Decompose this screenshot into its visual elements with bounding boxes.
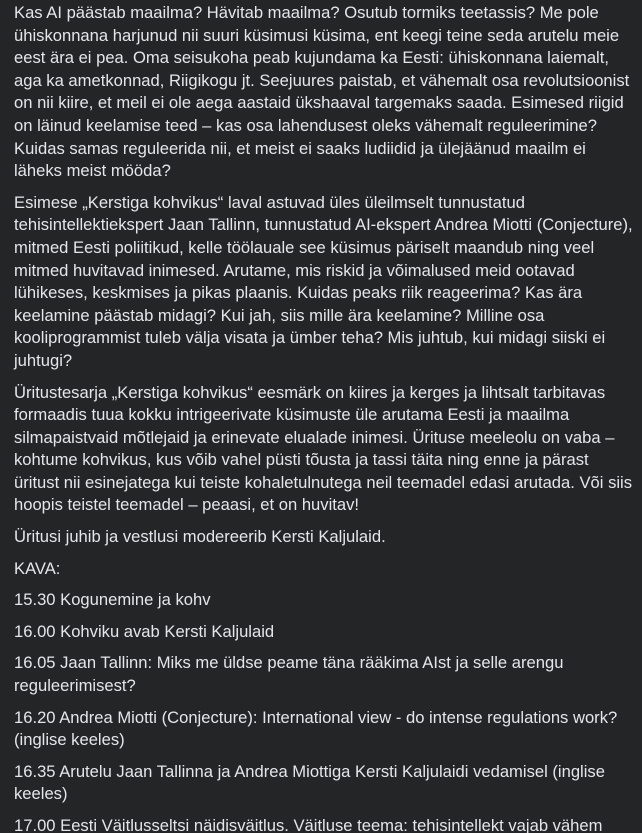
speakers-paragraph: Esimese „Kerstiga kohvikus“ laval astuvad üles üleilmselt tunnustatud tehisintellektiekspert Jaan Tallinn, tunnustatud AI-ekspert Andrea Miotti (Conjecture), mitmed Eesti poliitikud, kelle töölauale see küsimus päriselt maandub ning veel mitmed huvitavad inimesed. Arutame, mis riskid ja võimalused meid ootavad lühikeses, keskmises ja pikas plaanis. Kuidas peaks riik reageerima? Kas ära keelamine päästab midagi? Kui jah, siis mille ära keelamine? Milline osa kooliprogrammist tuleb välja visata ja ümber teha? Mis juhtub, kui midagi siiski ei juhtugi? (14, 192, 633, 370)
agenda-item: 16.00 Kohviku avab Kersti Kaljulaid (14, 621, 275, 641)
agenda-item: 17.00 Eesti Väitlusseltsi näidisväitlus. Väitluse teema: tehisintellekt vajab vähem (14, 816, 603, 833)
series-paragraph: Üritustesarja „Kerstiga kohvikus“ eesmärk on kiires ja kerges ja lihtsalt tarbitavas formaadis tuua kokku intrigeerivate küsimuste üle arutama Eesti ja maailma silmapaistvaid mõtlejaid ja erinevate elualade inimesi. Ürituse meeleolu on vaba – kohtume kohvikus, kus võib vahel püsti tõusta ja tassi täita ning enne ja pärast üritust nii esinejatega kui teiste kohaletulnutega neil teemadel edasi arutada. Või siis hoopis teistel teemadel – peaasi, et on huvitav! (14, 382, 633, 515)
agenda-heading: KAVA: (14, 558, 61, 578)
agenda-item: 16.05 Jaan Tallinn: Miks me üldse peame täna rääkima AIst ja selle arengu reguleerimisest? (14, 653, 564, 696)
agenda-item: 15.30 Kogunemine ja kohv (14, 590, 211, 610)
moderator-paragraph: Üritusi juhib ja vestlusi modereerib Kersti Kaljulaid. (14, 527, 386, 547)
intro-paragraph: Kas AI päästab maailma? Hävitab maailma? Osutub tormiks teetassis? Me pole ühiskonnana harjunud nii suuri küsimusi küsima, ent keegi teine seda arutelu meie eest ära ei pea. Oma seisukoha peab kujundama ka Eesti: ühiskonnana laiemalt, aga ka ametkonnad, Riigikogu jt. Seejuures paistab, et vähemalt osa revolutsioonist on nii kiire, et meil ei ole aega aastaid ükshaaval targemaks saada. Esimesed riigid on läinud keelamise teed – kas osa lahendusest oleks vähemalt reguleerimine? Kuidas samas reguleerida nii, et meist ei saaks ludiidid ja ülejäänud maailm ei läheks meist mööda? (14, 3, 630, 181)
agenda-item: 16.35 Arutelu Jaan Tallinna ja Andrea Miottiga Kersti Kaljulaidi vedamisel (inglise keeles) (14, 761, 605, 804)
agenda-item: 16.20 Andrea Miotti (Conjecture): International view - do intense regulations work? (inglise keeles) (14, 707, 618, 750)
